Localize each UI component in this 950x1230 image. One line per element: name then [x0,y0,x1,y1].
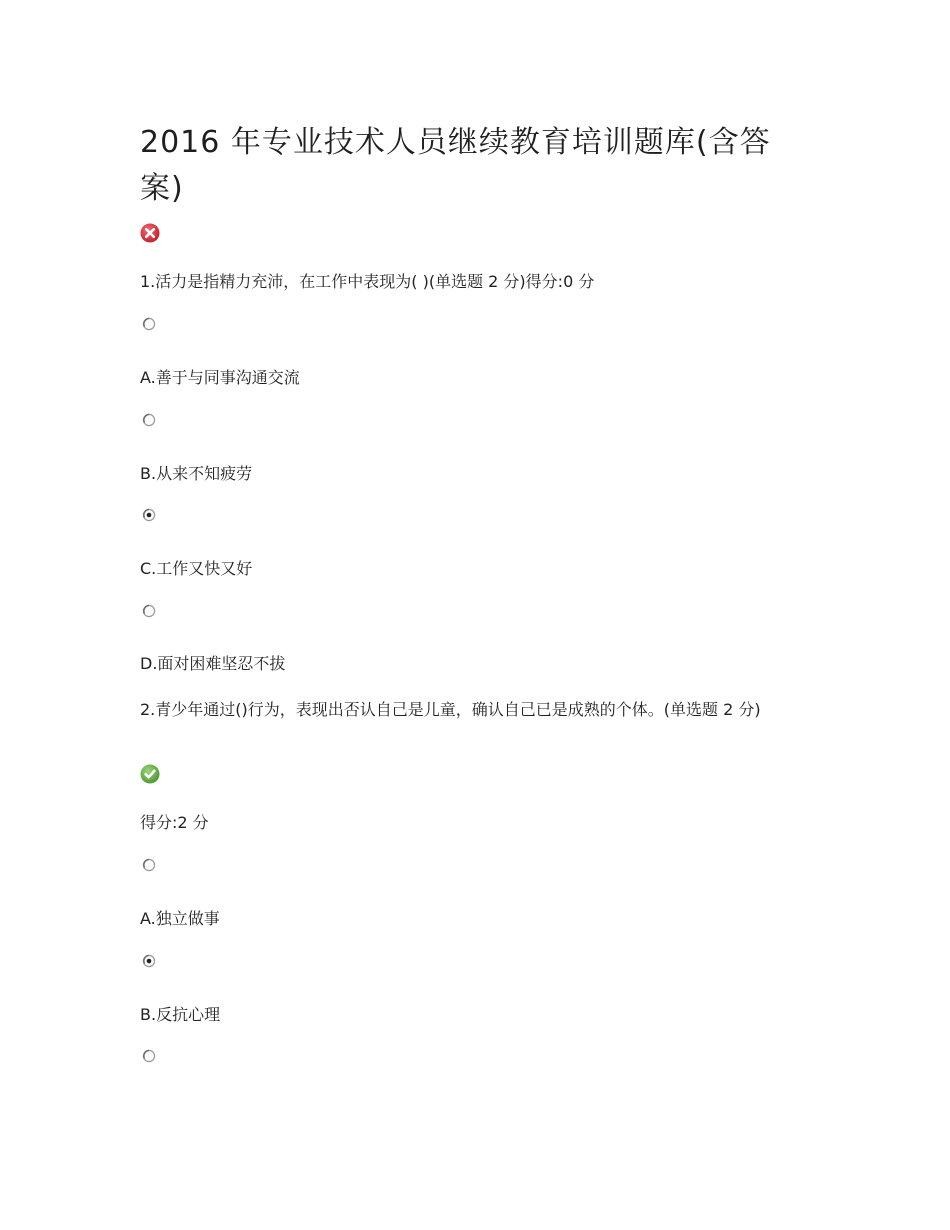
document-title: 2016 年专业技术人员继续教育培训题库(含答案) [140,125,771,206]
question-1-text: 1.活力是指精力充沛，在工作中表现为( )(单选题 2 分)得分:0 分 [140,272,595,291]
radio-button-q1-a[interactable] [142,317,156,331]
question-2-text: 2.青少年通过()行为，表现出否认自己是儿童，确认自己已是成熟的个体。(单选题 2 分) [140,700,761,719]
radio-button-q2-a[interactable] [142,858,156,872]
radio-button-q1-d[interactable] [142,604,156,618]
option-q2-a: A.独立做事 [140,909,220,928]
option-q1-d: D.面对困难坚忍不拔 [140,654,286,673]
question-2-score: 得分:2 分 [140,813,209,832]
wrong-mark-icon [140,223,160,243]
option-q2-b: B.反抗心理 [140,1005,221,1024]
radio-button-q1-c-selected[interactable] [142,508,156,522]
option-q1-b: B.从来不知疲劳 [140,464,253,483]
option-q1-a: A.善于与同事沟通交流 [140,368,300,387]
radio-button-q1-b[interactable] [142,413,156,427]
correct-mark-icon [140,764,160,784]
radio-button-q2-b-selected[interactable] [142,954,156,968]
option-q1-c: C.工作又快又好 [140,559,253,578]
radio-button-q2-c[interactable] [142,1049,156,1063]
